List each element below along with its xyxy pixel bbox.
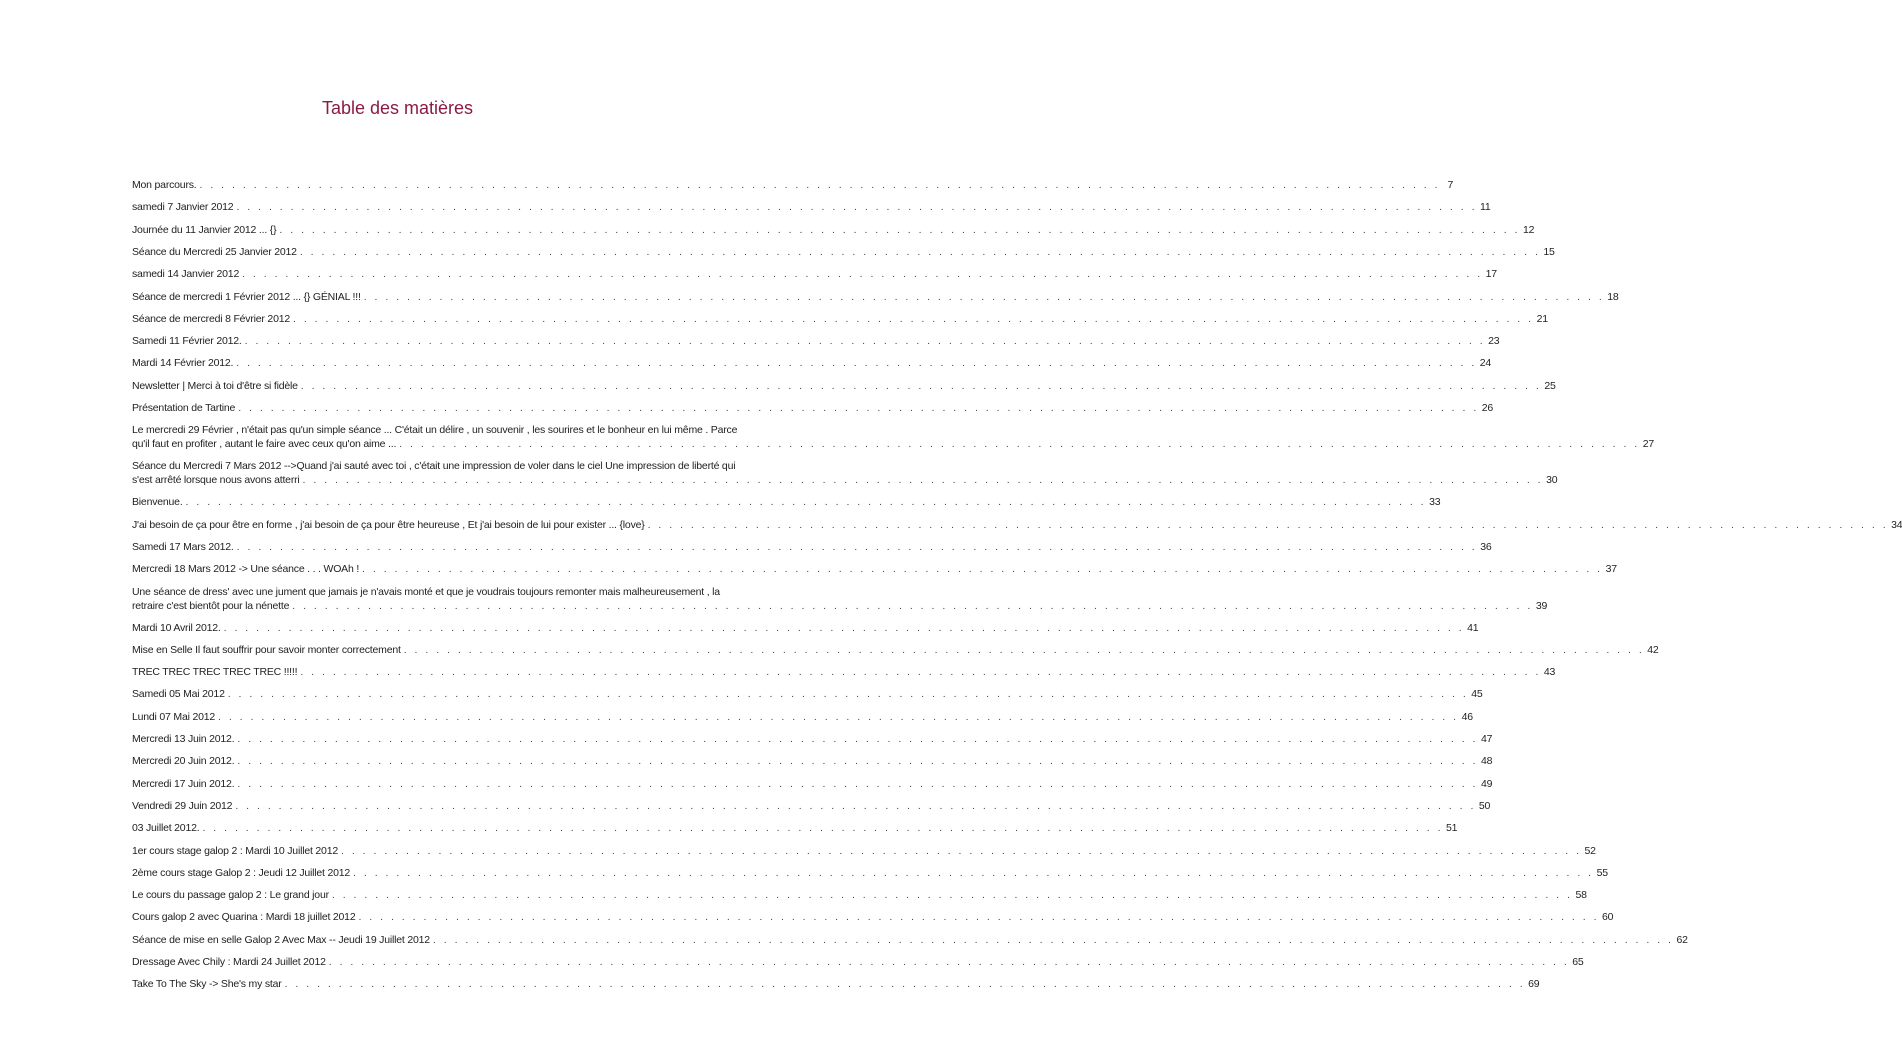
toc-page-number: 30 — [1546, 474, 1558, 487]
toc-leader-dots — [433, 933, 1674, 947]
toc-page-number: 12 — [1522, 223, 1535, 236]
toc-leader-dots — [399, 437, 1640, 451]
toc-entry-title: Samedi 17 Mars 2012. — [132, 540, 234, 553]
toc-page-number: 18 — [1607, 290, 1619, 303]
toc-leader-dots — [300, 665, 1541, 679]
toc-entry-title: Mercredi 20 Juin 2012. — [132, 755, 235, 768]
toc-page-number: 47 — [1480, 733, 1493, 745]
toc-page-number: 15 — [1543, 245, 1555, 258]
toc-entry[interactable] — [132, 955, 1584, 969]
toc-entry-title: J'ai besoin de ça pour être en forme , j'ai besoin de ça pour être heureuse , Et j'ai besoin de lui pour exister ... {love} — [132, 518, 645, 531]
toc-page-number: 37 — [1605, 563, 1617, 576]
toc-entry[interactable] — [132, 401, 1494, 415]
toc-page-number: 27 — [1642, 438, 1655, 451]
toc-entry-title: Mercredi 13 Juin 2012. — [132, 733, 235, 745]
toc-entry-title: Mardi 10 Avril 2012. — [132, 621, 221, 634]
toc-leader-dots — [237, 754, 1478, 768]
toc-leader-dots — [228, 687, 1469, 701]
toc-leader-dots — [329, 955, 1570, 969]
toc-entry[interactable] — [132, 821, 1458, 835]
toc-entry[interactable] — [132, 356, 1492, 370]
toc-page-number: 26 — [1481, 402, 1494, 414]
toc-entry-title-line: Le mercredi 29 Février , n'était pas qu'un simple séance ... C'était un délire , un souvenir , les sourires et le bonheur en lui même . Parce — [132, 424, 738, 437]
toc-leader-dots — [353, 866, 1594, 880]
toc-leader-dots — [292, 599, 1533, 613]
toc-entry[interactable] — [132, 687, 1483, 701]
toc-entry[interactable] — [132, 710, 1473, 724]
toc-entry[interactable] — [132, 267, 1497, 281]
toc-page-number: 50 — [1478, 799, 1491, 812]
toc-entry[interactable] — [132, 910, 1614, 924]
toc-page-number: 60 — [1602, 911, 1614, 924]
toc-entry-title: Le cours du passage galop 2 : Le grand jour — [132, 889, 329, 902]
toc-entry-title: 2ème cours stage Galop 2 : Jeudi 12 Juillet 2012 — [132, 866, 351, 879]
toc-entry-title: Séance du Mercredi 25 Janvier 2012 — [132, 245, 297, 258]
toc-leader-dots — [235, 799, 1476, 813]
toc-leader-dots — [200, 178, 1441, 192]
toc-entry[interactable] — [132, 423, 1655, 451]
toc-entry[interactable] — [132, 200, 1491, 214]
toc-entry[interactable] — [132, 459, 1558, 487]
toc-page-number: 45 — [1471, 688, 1483, 701]
page-title: Table des matières — [321, 98, 474, 118]
toc-leader-dots — [224, 621, 1465, 635]
toc-leader-dots — [303, 473, 1544, 487]
toc-page-number: 17 — [1485, 268, 1497, 281]
toc-leader-dots — [245, 334, 1486, 348]
toc-entry-title: qu'il faut en profiter , autant le faire avec ceux qu'on aime ... — [132, 438, 397, 451]
toc-leader-dots — [648, 518, 1889, 532]
toc-entry[interactable] — [132, 754, 1493, 768]
toc-entry[interactable] — [132, 732, 1493, 746]
toc-page-number: 69 — [1528, 978, 1540, 991]
toc-leader-dots — [279, 223, 1520, 237]
toc-entry-title: Séance de mercredi 1 Février 2012 ... {} GÉNIAL !!! — [132, 290, 361, 303]
toc-entry-title: Vendredi 29 Juin 2012 — [132, 799, 233, 812]
toc-entry[interactable] — [132, 178, 1454, 192]
toc-leader-dots — [301, 379, 1542, 393]
toc-entry[interactable] — [132, 977, 1540, 991]
toc-leader-dots — [236, 356, 1477, 370]
toc-entry[interactable] — [132, 844, 1596, 858]
toc-leader-dots — [404, 643, 1645, 657]
toc-leader-dots — [358, 910, 1599, 924]
toc-entry-title: retraire c'est bientôt pour la nénette — [132, 599, 290, 612]
toc-leader-dots — [237, 540, 1478, 554]
toc-leader-dots — [362, 562, 1603, 576]
toc-leader-dots — [186, 495, 1427, 509]
toc-page-number: 11 — [1480, 201, 1491, 214]
toc-entry-title: TREC TREC TREC TREC TREC !!!!! — [132, 666, 298, 679]
toc-entry[interactable] — [132, 799, 1491, 813]
toc-entry[interactable] — [132, 223, 1535, 237]
toc-page-number: 23 — [1488, 335, 1500, 348]
toc-leader-dots — [202, 821, 1443, 835]
toc-entry-title: Newsletter | Merci à toi d'être si fidèle — [132, 379, 298, 392]
toc-entry-title: Dressage Avec Chily : Mardi 24 Juillet 2012 — [132, 956, 326, 968]
toc-page-number: 42 — [1647, 643, 1659, 656]
toc-entry-title: Mon parcours. — [132, 179, 197, 191]
toc-entry[interactable] — [132, 866, 1608, 880]
toc-entry-title: Take To The Sky -> She's my star — [132, 978, 282, 991]
toc-entry-title: Lundi 07 Mai 2012 — [132, 710, 215, 723]
toc-entry-title: 03 Juillet 2012. — [132, 822, 200, 835]
toc-leader-dots — [237, 732, 1478, 746]
toc-entry-title: Mise en Selle Il faut souffrir pour savoir monter correctement — [132, 643, 401, 656]
toc-entry[interactable] — [132, 495, 1441, 509]
toc-page-number: 51 — [1446, 822, 1458, 835]
toc-entry-title: Présentation de Tartine — [132, 402, 236, 414]
toc-entry[interactable] — [132, 379, 1556, 393]
toc-entry-title: Cours galop 2 avec Quarina : Mardi 18 juillet 2012 — [132, 911, 356, 924]
toc-entry[interactable] — [132, 665, 1556, 679]
toc-entry[interactable] — [132, 312, 1548, 326]
toc-page-number: 62 — [1676, 933, 1688, 946]
toc-page-number: 55 — [1596, 866, 1608, 879]
toc-page-number: 43 — [1543, 666, 1556, 679]
toc-leader-dots — [341, 844, 1582, 858]
toc-entry[interactable] — [132, 621, 1479, 635]
toc-entry[interactable] — [132, 933, 1688, 947]
toc-entry[interactable] — [132, 643, 1659, 657]
toc-page-number: 58 — [1575, 889, 1587, 902]
toc-entry-title: s'est arrêté lorsque nous avons atterri — [132, 474, 300, 487]
toc-leader-dots — [364, 290, 1605, 304]
toc-leader-dots — [332, 888, 1573, 902]
toc-page-number: 46 — [1461, 710, 1473, 723]
toc-entry-title: Séance de mercredi 8 Février 2012 — [132, 312, 290, 325]
toc-entry-title: Journée du 11 Janvier 2012 ... {} — [132, 223, 277, 236]
toc-entry-title: samedi 14 Janvier 2012 — [132, 268, 240, 281]
toc-leader-dots — [293, 312, 1534, 326]
toc-entry-title: Séance de mise en selle Galop 2 Avec Max -- Jeudi 19 Juillet 2012 — [132, 933, 430, 946]
toc-page-number: 34 — [1891, 518, 1902, 531]
toc-entry-title: 1er cours stage galop 2 : Mardi 10 Juillet 2012 — [132, 844, 338, 857]
toc-entry[interactable] — [132, 245, 1555, 259]
toc-page-number: 7 — [1447, 179, 1454, 191]
toc-entry-title: Mercredi 18 Mars 2012 -> Une séance . . . WOAh ! — [132, 563, 360, 576]
toc-leader-dots — [242, 267, 1483, 281]
toc-page-number: 65 — [1572, 956, 1584, 968]
toc-entry-title: Samedi 11 Février 2012. — [132, 335, 242, 348]
toc-page-number: 33 — [1429, 496, 1441, 509]
toc-entry-title: Bienvenue. — [132, 496, 183, 509]
toc-entry[interactable] — [132, 562, 1617, 576]
toc-entry[interactable] — [132, 888, 1587, 902]
toc-entry-title-line: Séance du Mercredi 7 Mars 2012 -->Quand j'ai sauté avec toi , c'était une impression de voler dans le ciel Une impression de liberté qui — [132, 460, 736, 473]
toc-leader-dots — [236, 200, 1477, 214]
toc-entry[interactable] — [132, 540, 1492, 554]
toc-page-number: 36 — [1480, 540, 1492, 553]
toc-page-number: 24 — [1479, 357, 1492, 370]
toc-leader-dots — [237, 777, 1478, 791]
toc-entry[interactable] — [132, 777, 1493, 791]
toc-page-number: 39 — [1535, 599, 1548, 612]
toc-page-number: 25 — [1544, 379, 1556, 392]
toc-entry[interactable] — [132, 585, 1548, 613]
toc-entry-title: Mercredi 17 Juin 2012. — [132, 777, 235, 790]
toc-leader-dots — [300, 245, 1541, 259]
toc-page-number: 49 — [1480, 777, 1493, 790]
toc-entry-title-line: Une séance de dress' avec une jument que jamais je n'avais monté et que je voudrais toujours remonter mais malheureusement , la — [132, 585, 720, 598]
toc-entry[interactable] — [132, 518, 1902, 532]
toc-leader-dots — [285, 977, 1526, 991]
toc-leader-dots — [238, 401, 1479, 415]
toc-entry-title: samedi 7 Janvier 2012 — [132, 201, 234, 214]
toc-page-number: 52 — [1584, 844, 1596, 857]
toc-page-number: 41 — [1467, 621, 1479, 634]
toc-entry[interactable] — [132, 334, 1500, 348]
toc-leader-dots — [218, 710, 1459, 724]
toc-page-number: 21 — [1536, 312, 1548, 325]
toc-page-number: 48 — [1480, 755, 1493, 768]
toc-entry-title: Mardi 14 Février 2012. — [132, 357, 234, 370]
toc-entry[interactable] — [132, 290, 1619, 304]
toc-entry-title: Samedi 05 Mai 2012 — [132, 688, 225, 701]
